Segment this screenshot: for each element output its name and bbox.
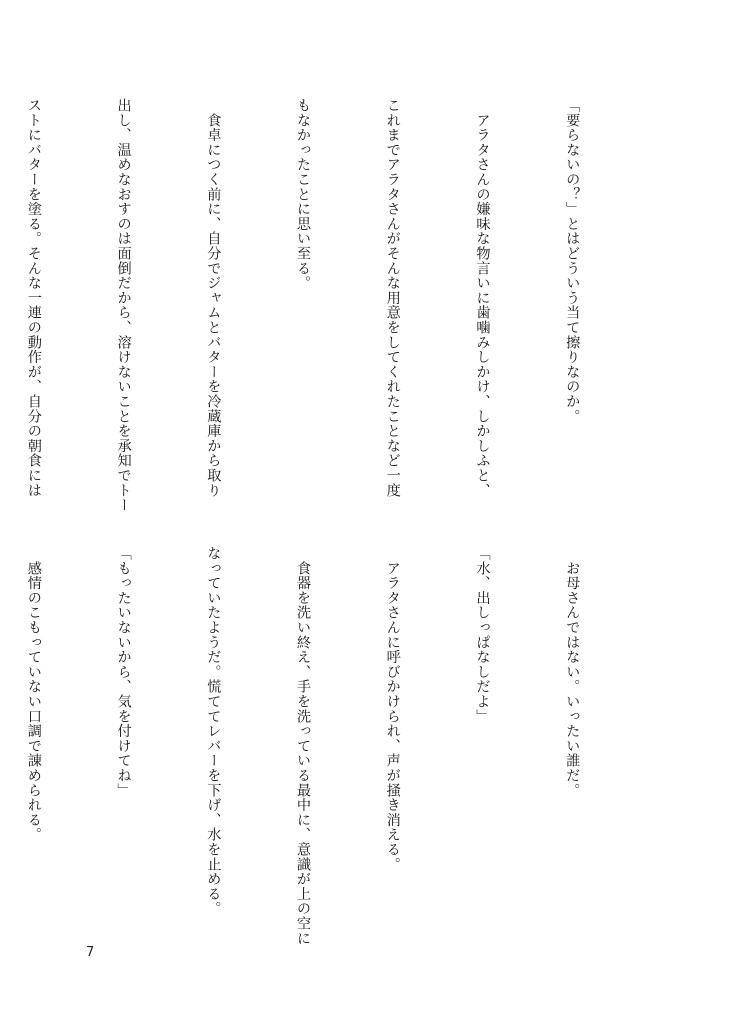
text-line: お母さんではない。いったい誰だ。: [564, 546, 581, 798]
text-line: なっていたようだ。慌ててレバーを下げ、水を止める。: [205, 546, 222, 916]
text-line: 「要らないの？」とはどういう当て擦りなのか。: [564, 98, 581, 424]
text-line: 感情のこもっていない口調で諌められる。: [25, 546, 42, 842]
text-line: これまでアラタさんがそんな用意をしてくれたことなど一度: [384, 98, 401, 498]
upper-text-block: [0, 98, 646, 513]
text-line: もなかったことに思い至る。: [295, 98, 312, 291]
text-line: アラタさんの嫌味な物言いに歯噛みしかけ、しかしふと、: [474, 98, 491, 498]
page-number: 7: [86, 945, 95, 960]
text-line: 「もったいないから、気を付けてね」: [115, 546, 132, 798]
text-line: ストにバターを塗る。そんな一連の動作が、自分の朝食には: [25, 98, 42, 498]
lower-text-block: [0, 546, 646, 966]
text-line: 食器を洗い終え、手を洗っている最中に、意識が上の空に: [295, 546, 312, 946]
text-line: 出し、温めなおすのは面倒だから、溶けないことを承知でトー: [115, 98, 132, 513]
text-line: 「水、出しっぱなしだよ」: [474, 546, 491, 724]
text-line: アラタさんに呼びかけられ、声が掻き消える。: [384, 546, 401, 872]
text-line: 食卓につく前に、自分でジャムとバターを冷蔵庫から取り: [205, 98, 222, 498]
